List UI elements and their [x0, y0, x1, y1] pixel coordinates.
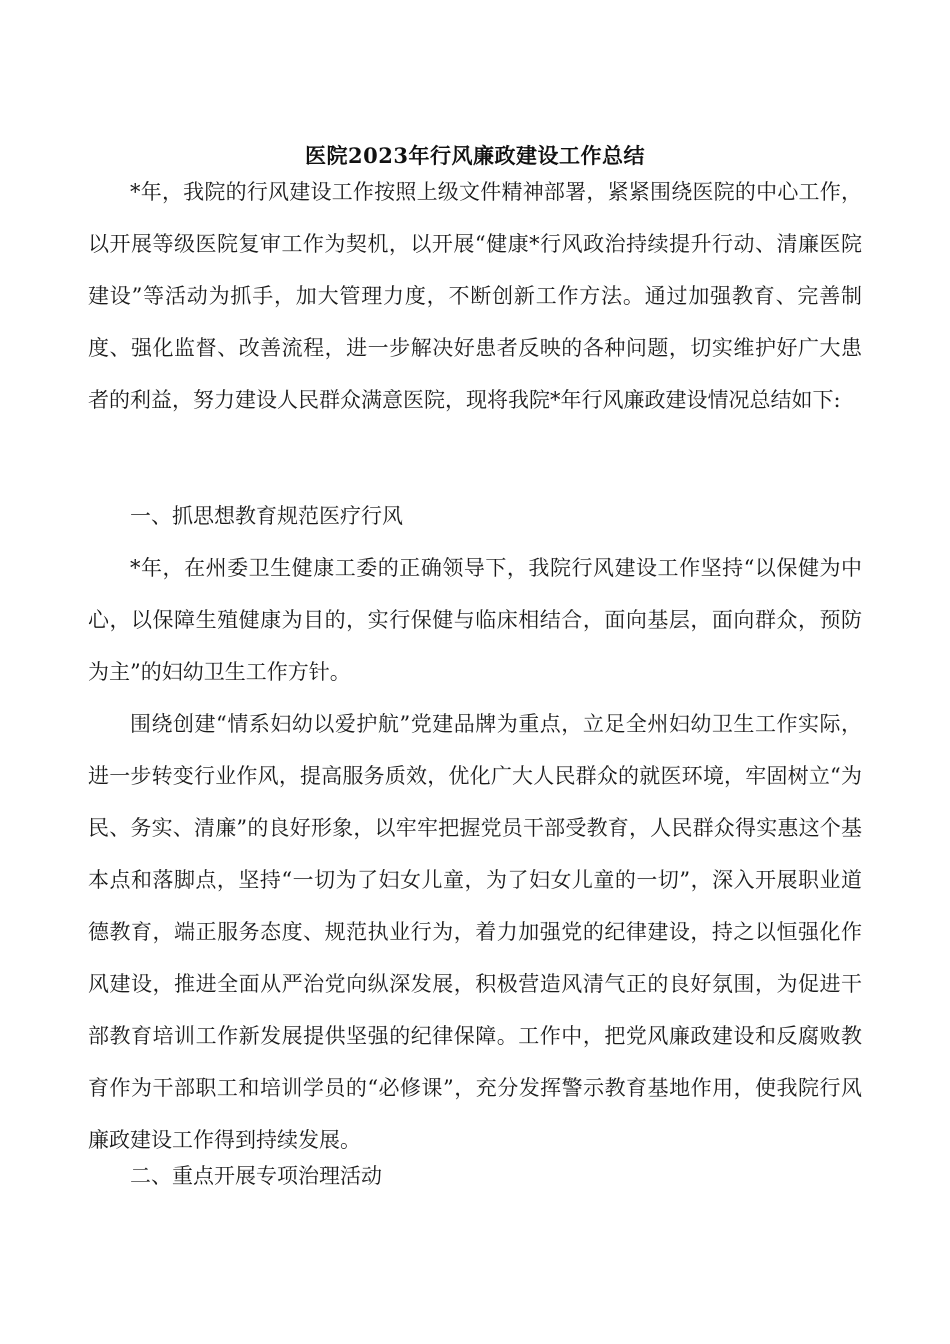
document-title: 医院2023年行风廉政建设工作总结 — [305, 143, 645, 168]
paragraph-intro: *年，我院的行风建设工作按照上级文件精神部署，紧紧围绕医院的中心工作，以开展等级医院复审工作为契机，以开展“健康*行风政治持续提升行动、清廉医院建设”等活动为抓手，加大管理力度，不断创新工作方法。通过加强教育、完善制度、强化监督、改善流程，进一步解决好患者反映的各种问题，切实维护好广大患者的利益，努力建设人民群众满意医院，现将我院*年行风廉政建设情况总结如下: — [88, 180, 862, 412]
paragraph-section-1-b: 围绕创建“情系妇幼以爱护航”党建品牌为重点，立足全州妇幼卫生工作实际，进一步转变行业作风，提高服务质效，优化广大人民群众的就医环境，牢固树立“为民、务实、清廉”的良好形象，以牢牢把握党员干部受教育，人民群众得实惠这个基本点和落脚点，坚持“一切为了妇女儿童，为了妇女儿童的一切”，深入开展职业道德教育，端正服务态度、规范执业行为，着力加强党的纪律建设，持之以恒强化作风建设，推进全面从严治党向纵深发展，积极营造风清气正的良好氛围，为促进干部教育培训工作新发展提供坚强的纪律保障。工作中，把党风廉政建设和反腐败教育作为干部职工和培训学员的“必修课”，充分发挥警示教育基地作用，使我院行风廉政建设工作得到持续发展。 — [88, 712, 862, 1152]
section-heading-2: 二、重点开展专项治理活动 — [130, 1164, 382, 1188]
paragraph-section-1-a: *年，在州委卫生健康工委的正确领导下，我院行风建设工作坚持“以保健为中心，以保障生殖健康为目的，实行保健与临床相结合，面向基层，面向群众，预防为主”的妇幼卫生工作方针。 — [88, 556, 862, 684]
section-heading-1: 一、抓思想教育规范医疗行风 — [130, 504, 403, 528]
